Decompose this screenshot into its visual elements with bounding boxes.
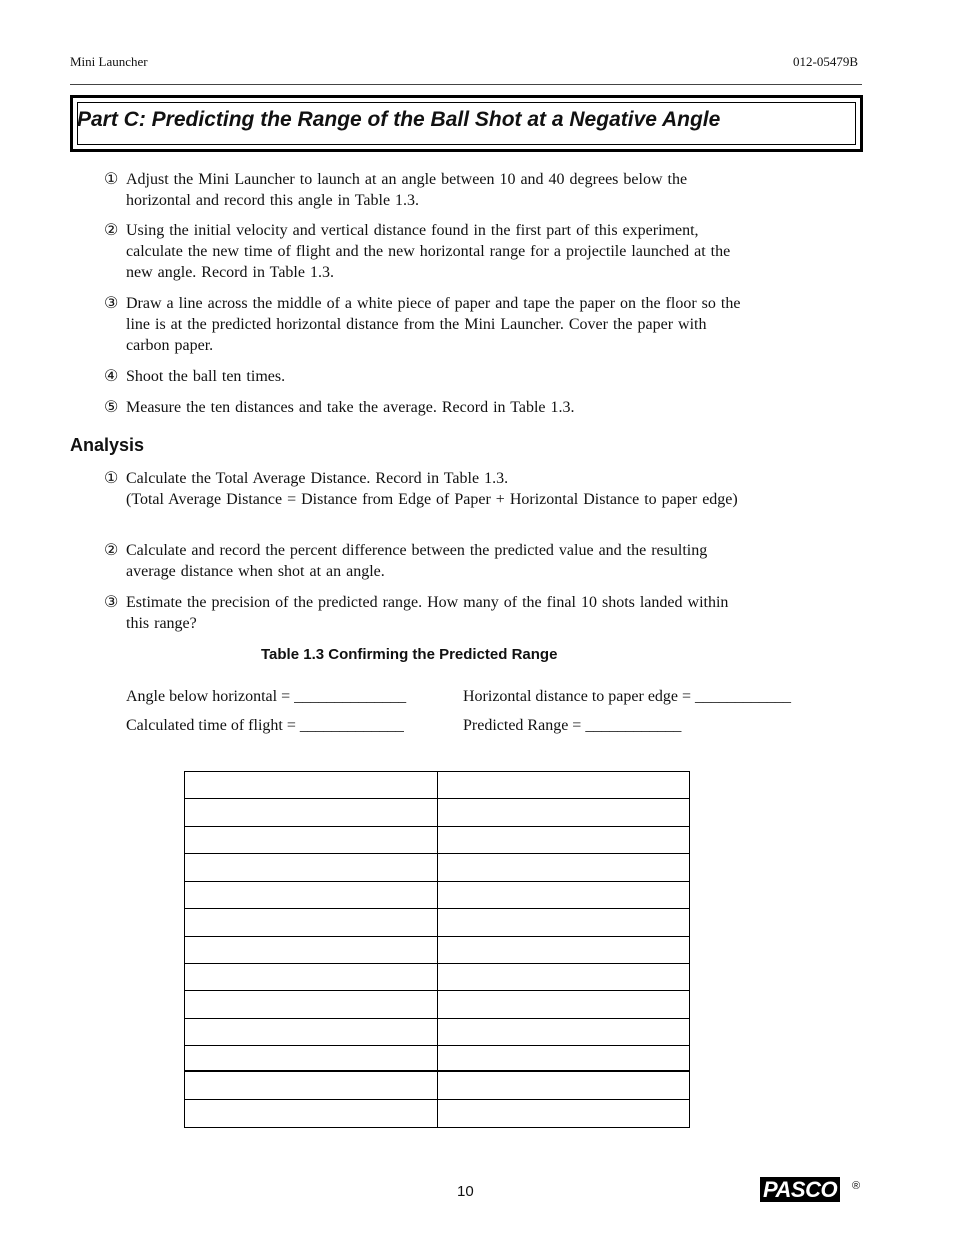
registered-mark: ® bbox=[852, 1180, 861, 1192]
step-number: ② bbox=[104, 222, 119, 239]
page-number: 10 bbox=[457, 1183, 474, 1200]
table-row[interactable] bbox=[185, 799, 689, 827]
procedure-step-5 bbox=[104, 397, 754, 418]
step-text: Draw a line across the middle of a white piece of paper and tape the paper on the floor so the line is at the predicted horizontal distance from the Mini Launcher. Cover the paper with carbon paper. bbox=[126, 295, 741, 354]
step-number: ⑤ bbox=[104, 399, 119, 416]
analysis-heading: Analysis bbox=[70, 435, 145, 455]
horizontal-distance-field[interactable]: Horizontal distance to paper edge = ____________ bbox=[463, 688, 792, 705]
header-left: Mini Launcher bbox=[70, 54, 148, 69]
step-text: Estimate the precision of the predicted range. How many of the final 10 shots landed within this range? bbox=[126, 594, 729, 632]
step-number: ① bbox=[104, 470, 119, 487]
time-of-flight-field[interactable]: Calculated time of flight = _____________ bbox=[126, 717, 404, 734]
analysis-step-3 bbox=[104, 592, 754, 634]
analysis-step-2 bbox=[104, 540, 754, 582]
step-number: ③ bbox=[104, 594, 119, 611]
step-text: Calculate the Total Average Distance. Record in Table 1.3. bbox=[126, 470, 509, 487]
pasco-logo: PASCO bbox=[760, 1177, 840, 1203]
procedure-step-1 bbox=[104, 169, 754, 211]
table-row[interactable] bbox=[185, 991, 689, 1019]
title-box bbox=[70, 95, 863, 152]
table-row[interactable] bbox=[185, 854, 689, 882]
data-table bbox=[184, 771, 690, 1128]
angle-field[interactable]: Angle below horizontal = ______________ bbox=[126, 688, 407, 705]
procedure-step-3 bbox=[104, 293, 754, 356]
table-row[interactable] bbox=[185, 1046, 689, 1071]
table-row[interactable] bbox=[185, 1019, 689, 1046]
step-number: ① bbox=[104, 171, 119, 188]
step-text: Using the initial velocity and vertical distance found in the first part of this experiment, calculate the new time of flight and the new horizontal range for a projectile launched at the new angle. Record in Table 1.3. bbox=[126, 222, 731, 281]
header-right: 012-05479B bbox=[793, 54, 858, 69]
predicted-range-field[interactable]: Predicted Range = ____________ bbox=[463, 717, 682, 734]
table-caption: Table 1.3 Confirming the Predicted Range bbox=[261, 646, 558, 663]
step-number: ③ bbox=[104, 295, 119, 312]
table-row[interactable] bbox=[185, 937, 689, 964]
step-text: Shoot the ball ten times. bbox=[126, 368, 286, 385]
procedure-step-4 bbox=[104, 366, 754, 387]
page-title: Part C: Predicting the Range of the Ball Shot at a Negative Angle bbox=[77, 108, 721, 131]
table-row[interactable] bbox=[185, 882, 689, 909]
header-rule bbox=[70, 84, 862, 85]
procedure-step-2 bbox=[104, 220, 754, 283]
table-row[interactable] bbox=[185, 827, 689, 854]
table-row[interactable] bbox=[185, 772, 689, 799]
step-text: Calculate and record the percent difference between the predicted value and the resulting average distance when shot at an angle. bbox=[126, 542, 708, 580]
step-text: Adjust the Mini Launcher to launch at an angle between 10 and 40 degrees below the horizontal and record this angle in Table 1.3. bbox=[126, 171, 688, 209]
analysis-step-1 bbox=[104, 468, 754, 510]
step-text-note: (Total Average Distance = Distance from Edge of Paper + Horizontal Distance to paper edge) bbox=[126, 491, 738, 508]
step-text: Measure the ten distances and take the average. Record in Table 1.3. bbox=[126, 399, 575, 416]
table-row[interactable] bbox=[185, 964, 689, 991]
step-number: ④ bbox=[104, 368, 119, 385]
table-row[interactable] bbox=[185, 909, 689, 937]
table-row-total[interactable] bbox=[185, 1071, 689, 1100]
step-number: ② bbox=[104, 542, 119, 559]
